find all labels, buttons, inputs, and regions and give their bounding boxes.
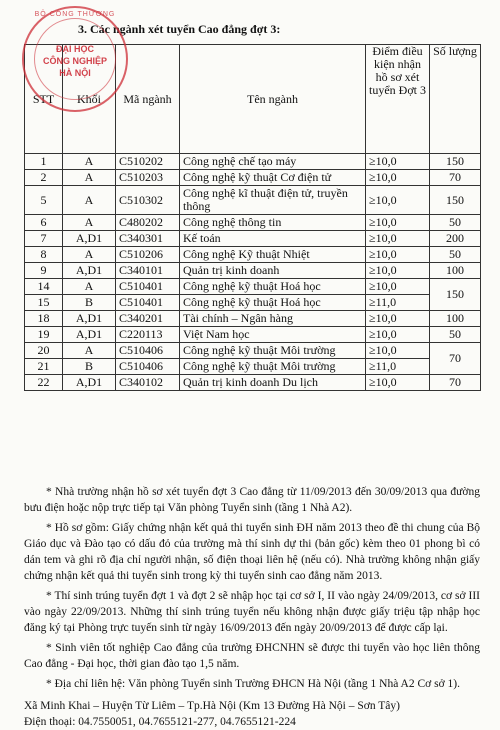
cell-diem: ≥10,0 <box>366 215 430 231</box>
stamp-line1: ĐẠI HỌC <box>56 44 94 54</box>
header-ma-nganh: Mã ngành <box>116 45 180 154</box>
table-row <box>25 154 481 170</box>
cell-diem: ≥10,0 <box>366 343 430 359</box>
cell-so-luong: 50 <box>430 327 481 343</box>
cell-ma: C510401 <box>116 295 180 311</box>
table-row <box>25 375 481 391</box>
cell-ten: Công nghệ Kỹ thuật Nhiệt <box>180 247 366 263</box>
cell-khoi: A <box>63 247 116 263</box>
note-paragraph: * Địa chỉ liên hệ: Văn phòng Tuyển sinh Trường ĐHCN Hà Nội (tầng 1 Nhà A2 Cơ sở 1). <box>46 678 460 690</box>
cell-ten: Công nghệ kỹ thuật Hoá học <box>180 295 366 311</box>
cell-stt: 1 <box>25 154 63 170</box>
cell-ma: C510206 <box>116 247 180 263</box>
header-khoi: Khối <box>63 45 116 154</box>
cell-ma: C510203 <box>116 170 180 186</box>
cell-ma: C340102 <box>116 375 180 391</box>
stamp-ring-text: BỘ CÔNG THƯƠNG <box>34 11 116 18</box>
cell-diem: ≥10,0 <box>366 263 430 279</box>
cell-khoi: A,D1 <box>63 263 116 279</box>
cell-ten: Công nghệ thông tin <box>180 215 366 231</box>
cell-stt: 14 <box>25 279 63 295</box>
header-stt: STT <box>25 45 63 154</box>
cell-stt: 21 <box>25 359 63 375</box>
note-paragraph: * Hồ sơ gồm: Giấy chứng nhận kết quả thi tuyển sinh ĐH năm 2013 theo đề thi chung của Bộ Giáo dục và Đào tạo có dấu đỏ của trường mà thí sinh dự thi (bản gốc) kèm theo 01 phong bì có dán tem và ghi rõ địa chỉ người nhận, số điện thoại liên hệ (nếu có). Nhà trường không nhận giấy chứng nhận kết quả thi tuyển sinh trong kỳ thi tuyển sinh cao đẳng năm 2013. <box>24 522 480 582</box>
cell-khoi: A <box>63 279 116 295</box>
header-ten-nganh: Tên ngành <box>180 45 366 154</box>
table-row <box>25 295 481 311</box>
stamp-line2: CÔNG NGHIỆP <box>42 56 107 66</box>
cell-diem: ≥10,0 <box>366 231 430 247</box>
cell-ma: C220113 <box>116 327 180 343</box>
cell-khoi: A <box>63 186 116 215</box>
cell-stt: 8 <box>25 247 63 263</box>
cell-khoi: A,D1 <box>63 311 116 327</box>
table-row <box>25 279 481 295</box>
cell-so-luong: 50 <box>430 215 481 231</box>
cell-stt: 19 <box>25 327 63 343</box>
cell-so-luong: 70 <box>430 170 481 186</box>
table-row <box>25 311 481 327</box>
cell-ten: Công nghệ chế tạo máy <box>180 154 366 170</box>
table-row <box>25 247 481 263</box>
cell-so-luong: 100 <box>430 311 481 327</box>
table-row <box>25 263 481 279</box>
cell-so-luong: 200 <box>430 231 481 247</box>
cell-stt: 20 <box>25 343 63 359</box>
table-row <box>25 215 481 231</box>
cell-so-luong: 50 <box>430 247 481 263</box>
cell-diem: ≥10,0 <box>366 375 430 391</box>
university-stamp <box>22 6 128 112</box>
cell-stt: 7 <box>25 231 63 247</box>
table-row <box>25 359 481 375</box>
cell-ma: C510406 <box>116 359 180 375</box>
cell-khoi: A,D1 <box>63 231 116 247</box>
note-paragraph: * Thí sinh trúng tuyển đợt 1 và đợt 2 sẽ nhập học tại cơ sở I, II vào ngày 24/09/2013, cơ sở III vào ngày 22/09/2013. Những thí sinh trúng tuyển nếu không nhận được giấy triệu tập nhập học đăng ký tại Phòng trực tuyến sinh từ ngày 16/09/2013 đến ngày 20/09/2013 để được cấp lại. <box>24 590 480 634</box>
cell-khoi: A <box>63 170 116 186</box>
table-row <box>25 170 481 186</box>
cell-khoi: A <box>63 154 116 170</box>
cell-stt: 6 <box>25 215 63 231</box>
header-so-luong: Số lượng <box>430 45 481 154</box>
table-row <box>25 186 481 215</box>
cell-so-luong: 70 <box>430 343 481 375</box>
cell-diem: ≥10,0 <box>366 247 430 263</box>
table-row <box>25 231 481 247</box>
cell-ten: Quản trị kinh doanh Du lịch <box>180 375 366 391</box>
cell-ma: C480202 <box>116 215 180 231</box>
cell-khoi: A <box>63 343 116 359</box>
cell-ten: Quản trị kinh doanh <box>180 263 366 279</box>
cell-so-luong: 70 <box>430 375 481 391</box>
cell-ten: Việt Nam học <box>180 327 366 343</box>
cell-stt: 9 <box>25 263 63 279</box>
cell-ten: Công nghệ kỹ thuật Hoá học <box>180 279 366 295</box>
cell-ma: C510401 <box>116 279 180 295</box>
cell-diem: ≥10,0 <box>366 186 430 215</box>
cell-stt: 2 <box>25 170 63 186</box>
cell-diem: ≥10,0 <box>366 311 430 327</box>
note-paragraph: * Nhà trường nhận hồ sơ xét tuyển đợt 3 Cao đẳng từ 11/09/2013 đến 30/09/2013 qua đường bưu điện hoặc nộp trực tiếp tại Văn phòng Tuyển sinh (tầng 1 Nhà A2). <box>24 486 480 514</box>
cell-ten: Kế toán <box>180 231 366 247</box>
cell-so-luong: 150 <box>430 154 481 170</box>
table-row <box>25 343 481 359</box>
cell-ten: Công nghệ kỹ thuật Môi trường <box>180 359 366 375</box>
cell-ten: Công nghệ kỹ thuật Cơ điện tử <box>180 170 366 186</box>
header-diem: Điểm điều kiện nhận hồ sơ xét tuyển Đợt 3 <box>366 45 430 154</box>
notes-section <box>24 484 480 730</box>
cell-so-luong: 150 <box>430 279 481 311</box>
phone-line: Điện thoại: 04.7550051, 04.7655121-277, 04.7655121-224 <box>24 716 296 728</box>
cell-khoi: B <box>63 359 116 375</box>
stamp-line3: HÀ NỘI <box>59 68 91 78</box>
cell-ma: C340301 <box>116 231 180 247</box>
cell-ma: C510406 <box>116 343 180 359</box>
cell-diem: ≥11,0 <box>366 359 430 375</box>
cell-diem: ≥10,0 <box>366 327 430 343</box>
cell-stt: 22 <box>25 375 63 391</box>
address-line: Xã Minh Khai – Huyện Từ Liêm – Tp.Hà Nội (Km 13 Đường Hà Nội – Sơn Tây) <box>24 700 400 712</box>
cell-stt: 18 <box>25 311 63 327</box>
cell-khoi: A,D1 <box>63 375 116 391</box>
cell-ma: C340201 <box>116 311 180 327</box>
cell-khoi: A,D1 <box>63 327 116 343</box>
cell-diem: ≥10,0 <box>366 154 430 170</box>
cell-ma: C510202 <box>116 154 180 170</box>
cell-khoi: A <box>63 215 116 231</box>
cell-so-luong: 150 <box>430 186 481 215</box>
cell-ten: Công nghệ kỹ thuật Môi trường <box>180 343 366 359</box>
cell-diem: ≥10,0 <box>366 170 430 186</box>
cell-khoi: B <box>63 295 116 311</box>
cell-ten: Công nghệ kĩ thuật điện tử, truyền thông <box>180 186 366 215</box>
cell-stt: 5 <box>25 186 63 215</box>
note-paragraph: * Sinh viên tốt nghiệp Cao đẳng của trường ĐHCNHN sẽ được thi tuyển vào học liên thông Cao đẳng - Đại học, thời gian đào tạo 1,5 năm. <box>24 642 480 670</box>
cell-ten: Tài chính – Ngân hàng <box>180 311 366 327</box>
cell-so-luong: 100 <box>430 263 481 279</box>
cell-stt: 15 <box>25 295 63 311</box>
cell-diem: ≥11,0 <box>366 295 430 311</box>
cell-ma: C510302 <box>116 186 180 215</box>
cell-diem: ≥10,0 <box>366 279 430 295</box>
table-row <box>25 327 481 343</box>
cell-ma: C340101 <box>116 263 180 279</box>
section-heading: 3. Các ngành xét tuyển Cao đẳng đợt 3: <box>78 22 281 36</box>
